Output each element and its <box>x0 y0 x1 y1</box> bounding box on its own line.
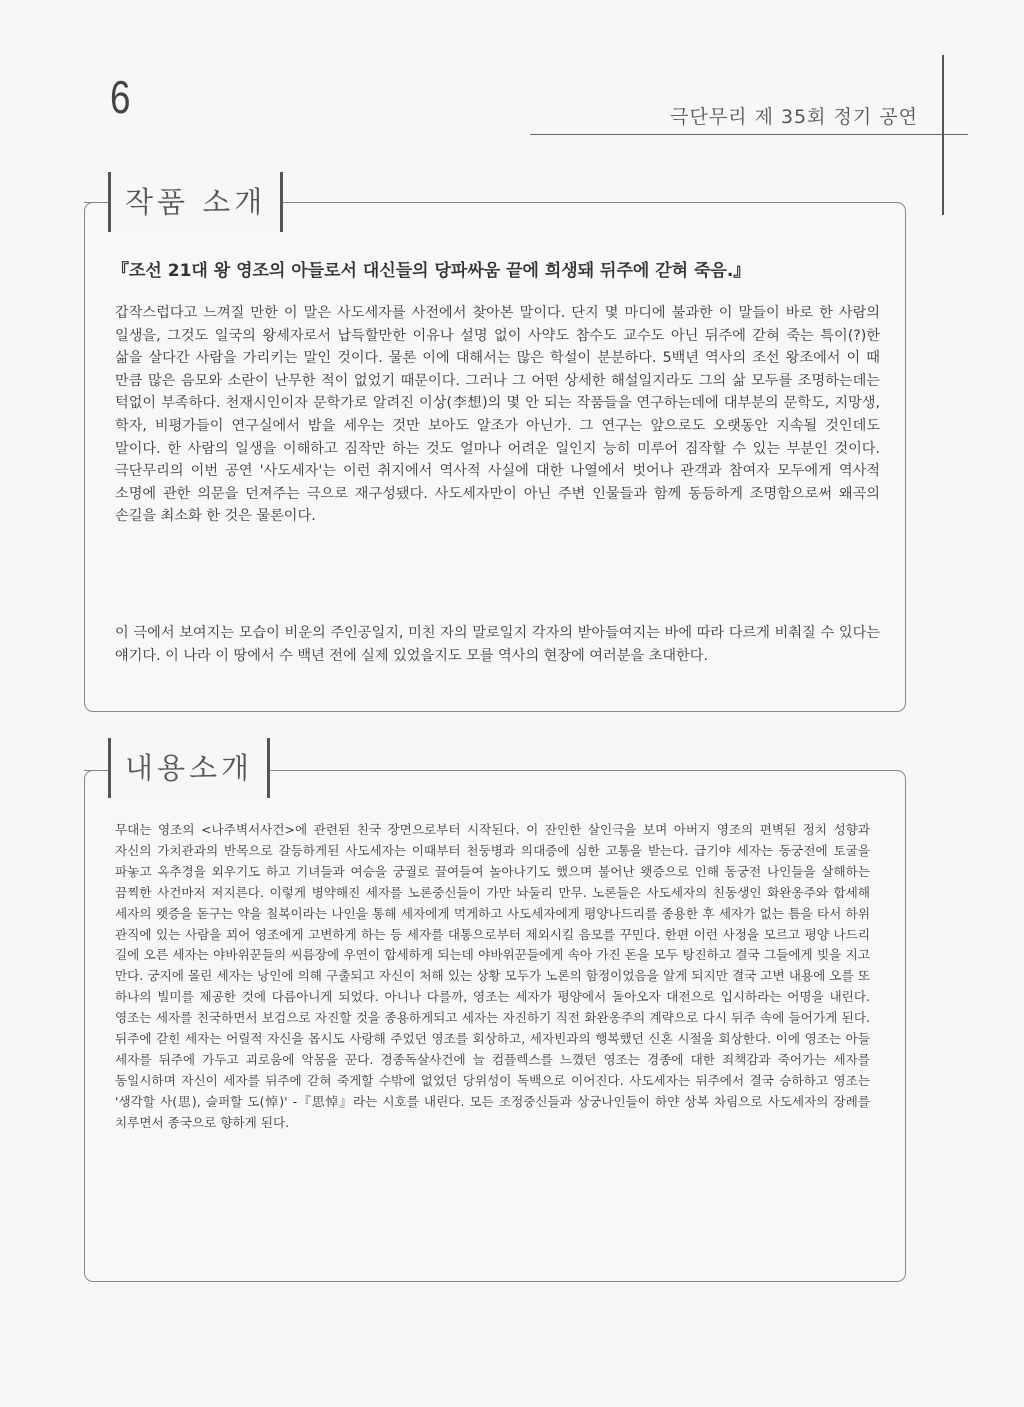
header-divider <box>530 134 968 135</box>
intro-paragraph-1: 갑작스럽다고 느껴질 만한 이 말은 사도세자를 사전에서 찾아본 말이다. 단지 몇 마디에 불과한 이 말들이 바로 한 사람의 일생을, 그것도 일국의 왕세자로서 납득할만한 이유나 설명 없이 사약도 참수도 교수도 아닌 뒤주에 갇혀 죽는 특이(?)한 삶을 살다간 사람을 가리키는 말인 것이다. 물론 이에 대해서는 많은 학설이 분분하다. 5백년 역사의 조선 왕조에서 이 때 만큼 많은 음모와 소란이 난무한 적이 없었기 때문이다. 그러나 그 어떤 상세한 해설일지라도 그의 삶 모두를 조명하는데는 턱없이 부족하다. 천재시인이자 문학가로 알려진 이상(李想)의 몇 안 되는 작품들을 연구하는데에 대부분의 문학도, 지망생, 학자, 비평가들이 연구실에서 밤을 세우는 것만 보아도 알조가 아닌가. 그 연구는 앞으로도 오랫동안 지속될 것인데도 말이다. 한 사람의 일생을 이해하고 짐작만 하는 것도 얼마나 어려운 일인지 능히 미루어 짐작할 수 있는 부분인 것이다. 극단무리의 이번 공연 '사도세자'는 이런 취지에서 역사적 사실에 대한 나열에서 벗어나 관객과 참여자 모두에게 역사적 소명에 관한 의문을 던져주는 극으로 재구성됐다. 사도세자만이 아닌 주변 인물들과 함께 동등하게 조명함으로써 왜곡의 손길을 최소화 한 것은 물론이다. <box>115 305 880 525</box>
intro-quote: 『조선 21대 왕 영조의 아들로서 대신들의 당파싸움 끝에 희생돼 뒤주에 갇혀 죽음.』 <box>112 261 751 281</box>
section-box-edge <box>84 202 108 203</box>
section-title-intro: 작품 소개 <box>108 172 283 232</box>
synopsis-paragraph: 무대는 영조의 <나주벽서사건>에 관련된 친국 장면으로부터 시작된다. 이 잔인한 살인극을 보며 아버지 영조의 편벽된 정치 성향과 자신의 가치관과의 반목으로 갈등하게된 사도세자는 이때부터 천둥병과 의대증에 심한 고통을 받는다. 급기야 세자는 동궁전에 토굴을 파놓고 옥추경을 외우기도 하고 기녀들과 여승을 궁궐로 끌여들여 놀아나기도 했으며 불어난 왯증으로 인해 동궁전 나인들을 살해하는 끔찍한 사건마저 저지른다. 이렇게 병약해진 세자를 노론중신들이 가만 놔둘리 만무. 노론들은 사도세자의 친동생인 화완옹주와 합세해 세자의 왯증을 돋구는 약을 칠복이라는 나인을 통해 세자에게 먹게하고 사도세자에게 평양나드리를 종용한 후 세자가 없는 틈을 타서 하위 관직에 있는 사람을 꾀어 영조에게 고변하게 하는 등 세자를 대통으로부터 제외시킬 음모를 꾸민다. 한편 이런 사정을 모르고 평양 나드리 길에 오른 세자는 야바위꾼들의 씨름장에 우연이 합세하게 되는데 야바위꾼들에게 속아 가진 돈을 모두 탕진하고 결국 그들에게 빚을 지고 만다. 궁지에 몰린 세자는 낭인에 의해 구출되고 자신이 처해 있는 상황 모두가 노론의 함정이었음을 알게 되지만 결국 고변 내용에 오를 또 하나의 빌미를 제공한 것에 다름아니게 되었다. 아니나 다를까, 영조는 세자가 평양에서 돌아오자 대전으로 입시하라는 어명을 내린다. 영조는 세자를 친국하면서 보검으로 자진할 것을 종용하게되고 세자는 자진하기 직전 화완옹주의 계략으로 다시 뒤주 속에 들어가게 된다. 뒤주에 갇힌 세자는 어릴적 자신을 몹시도 사랑해 주었던 영조를 회상하고, 세자빈과의 행복했던 신혼 시절을 회상한다. 이에 영조는 아들 세자를 뒤주에 가두고 괴로움에 악몽을 꾼다. 경종독살사건에 늘 컴플렉스를 느꼈던 영조는 경종에 대한 죄책감과 죽어가는 세자를 동일시하며 자신이 세자를 뒤주에 갇혀 죽게할 수밖에 없었던 당위성이 독백으로 이어진다. 사도세자는 뒤주에서 결국 승하하고 영조는 '생각할 사(思), 슬퍼할 도(悼)' -『思悼』라는 시호를 내린다. 모든 조정중신들과 상궁나인들이 하얀 상복 차림으로 사도세자의 장례를 치루면서 종국으로 향하게 된다. <box>115 822 870 1130</box>
header-title: 극단무리 제 35회 정기 공연 <box>670 106 918 128</box>
section-title-synopsis: 내용소개 <box>108 738 270 798</box>
page-number: 6 <box>110 71 131 123</box>
intro-paragraph-2: 이 극에서 보여지는 모습이 비운의 주인공일지, 미친 자의 말로일지 각자의 받아들여지는 바에 따라 다르게 비춰질 수 있다는 얘기다. 이 나라 이 땅에서 수 백년 전에 실제 있었을지도 모를 역사의 현장에 여러분을 초대한다. <box>115 625 880 664</box>
section-box-edge <box>84 770 108 771</box>
header-vertical-divider <box>942 55 944 215</box>
